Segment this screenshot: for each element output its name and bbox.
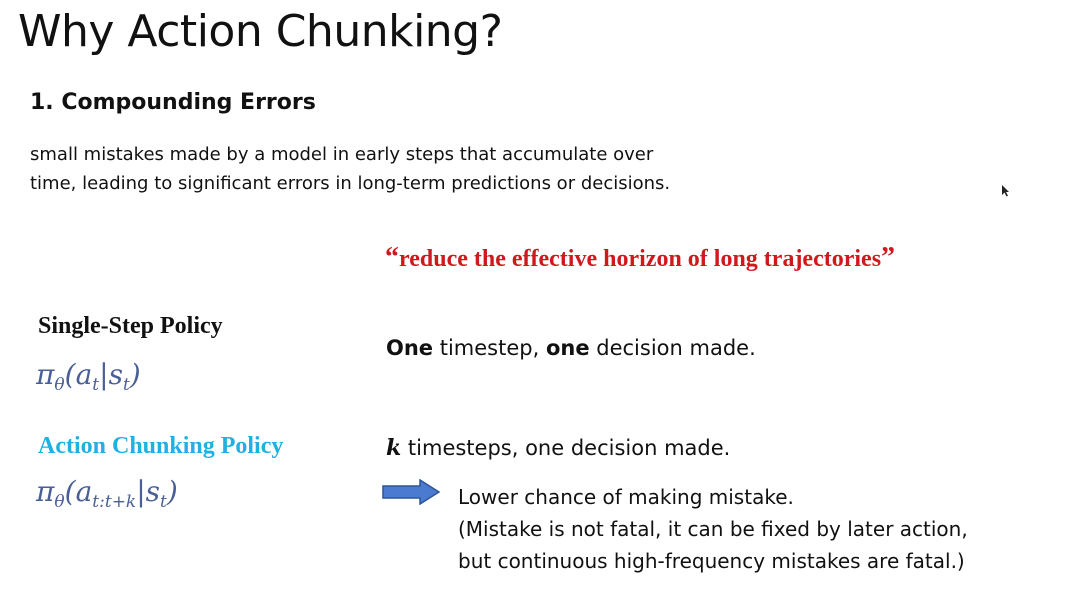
formula-theta: θ	[54, 375, 65, 395]
formula-open-paren: (	[64, 358, 76, 391]
result-line: Lower chance of making mistake.	[458, 485, 794, 509]
result-text	[458, 481, 968, 577]
formula-pi: π	[36, 475, 55, 508]
definition-line: time, leading to significant errors in long-term predictions or decisions.	[30, 173, 671, 194]
desc-text: timesteps, one decision made.	[401, 436, 731, 460]
formula-close-paren: )	[129, 358, 141, 391]
formula-action-subscript: t:t+k	[92, 492, 137, 512]
formula-open-paren: (	[64, 475, 76, 508]
formula-state: s	[145, 475, 161, 508]
key-quote	[385, 242, 895, 274]
result-line: but continuous high-frequency mistakes are fatal.)	[458, 549, 965, 573]
desc-emphasis: One	[386, 336, 434, 360]
formula-state: s	[108, 358, 123, 391]
action-chunking-description	[386, 435, 730, 461]
desc-text: timestep,	[433, 336, 546, 360]
formula-state-subscript: t	[122, 375, 130, 395]
formula-pi: π	[36, 358, 55, 391]
formula-state-subscript: t	[160, 492, 167, 512]
formula-theta: θ	[54, 492, 65, 512]
formula-bar: |	[99, 358, 109, 391]
single-step-policy-label: Single-Step Policy	[38, 313, 223, 339]
k-variable: k	[386, 435, 402, 461]
quote-close-mark: ”	[881, 242, 896, 273]
desc-text: decision made.	[589, 336, 756, 360]
quote-text: reduce the effective horizon of long trajectories	[399, 246, 882, 272]
formula-action: a	[75, 358, 93, 391]
definition-line: small mistakes made by a model in early steps that accumulate over	[30, 144, 654, 165]
formula-close-paren: )	[166, 475, 178, 508]
action-chunking-formula	[36, 475, 178, 512]
quote-open-mark: “	[385, 242, 399, 273]
right-arrow-icon	[382, 479, 440, 505]
desc-emphasis: one	[545, 336, 590, 360]
slide-title: Why Action Chunking?	[18, 6, 503, 57]
formula-action: a	[75, 475, 93, 508]
section-heading: 1. Compounding Errors	[30, 90, 316, 115]
result-line: (Mistake is not fatal, it can be fixed by later action,	[458, 517, 968, 541]
single-step-description	[386, 336, 756, 360]
formula-bar: |	[136, 475, 146, 508]
mouse-pointer-icon	[1002, 185, 1010, 197]
single-step-formula	[36, 358, 141, 395]
definition-text	[30, 140, 670, 198]
formula-action-subscript: t	[92, 375, 100, 395]
action-chunking-policy-label: Action Chunking Policy	[38, 433, 284, 459]
